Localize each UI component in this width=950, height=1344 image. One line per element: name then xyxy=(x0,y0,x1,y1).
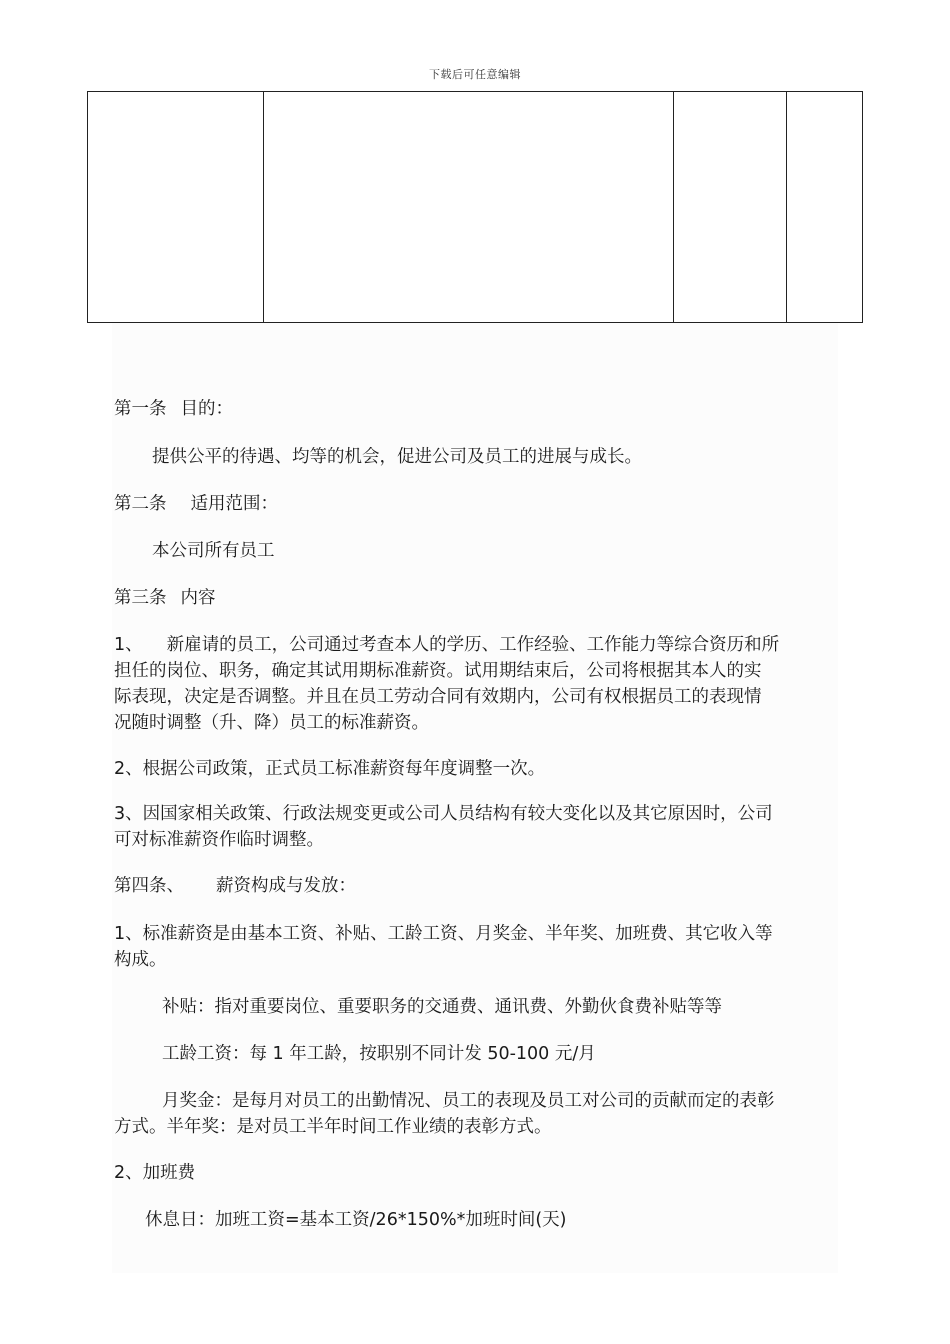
article-4-title: 第四条、 薪资构成与发放： xyxy=(114,876,356,896)
article-4-bonus-line-1: 月奖金：是每月对员工的出勤情况、员工的表现及员工对公司的贡献而定的表彰 xyxy=(162,1091,775,1111)
article-3-para-3-line-2: 可对标准薪资作临时调整。 xyxy=(114,830,324,850)
table-column-divider xyxy=(263,92,264,322)
article-3-para-1-line-4: 况随时调整（升、降）员工的标准薪资。 xyxy=(114,713,429,733)
article-3-para-1-line-3: 际表现，决定是否调整。并且在员工劳动合同有效期内，公司有权根据员工的表现情 xyxy=(114,687,762,707)
article-1-title: 第一条 目的： xyxy=(114,399,233,419)
article-2-body: 本公司所有员工 xyxy=(152,541,275,561)
article-4-para-1-line-1: 1、标准薪资是由基本工资、补贴、工龄工资、月奖金、半年奖、加班费、其它收入等 xyxy=(114,924,773,944)
article-3-para-1-line-1: 1、 新雇请的员工，公司通过考查本人的学历、工作经验、工作能力等综合资历和所 xyxy=(114,635,780,655)
article-3-para-3-line-1: 3、因国家相关政策、行政法规变更或公司人员结构有较大变化以及其它原因时，公司 xyxy=(114,804,773,824)
article-4-para-2: 2、加班费 xyxy=(114,1163,196,1183)
article-3-para-2: 2、根据公司政策，正式员工标准薪资每年度调整一次。 xyxy=(114,759,546,779)
article-4-para-1-line-2: 构成。 xyxy=(114,950,167,970)
table-column-divider xyxy=(786,92,787,322)
article-1-body: 提供公平的待遇、均等的机会，促进公司及员工的进展与成长。 xyxy=(152,447,642,467)
empty-table xyxy=(87,91,863,323)
table-column-divider xyxy=(673,92,674,322)
article-3-title: 第三条 内容 xyxy=(114,588,216,608)
article-4-subsidy: 补贴：指对重要岗位、重要职务的交通费、通讯费、外勤伙食费补贴等等 xyxy=(162,997,722,1017)
article-4-overtime-formula: 休息日：加班工资=基本工资/26*150%*加班时间(天) xyxy=(145,1210,567,1230)
article-3-para-1-line-2: 担任的岗位、职务，确定其试用期标准薪资。试用期结束后，公司将根据其本人的实 xyxy=(114,661,762,681)
article-4-seniority-pay: 工龄工资：每 1 年工龄，按职别不同计发 50-100 元/月 xyxy=(162,1044,596,1064)
page-header: 下载后可任意编辑 xyxy=(429,68,521,81)
article-2-title: 第二条 适用范围： xyxy=(114,494,278,514)
article-4-bonus-line-2: 方式。半年奖：是对员工半年时间工作业绩的表彰方式。 xyxy=(114,1117,552,1137)
